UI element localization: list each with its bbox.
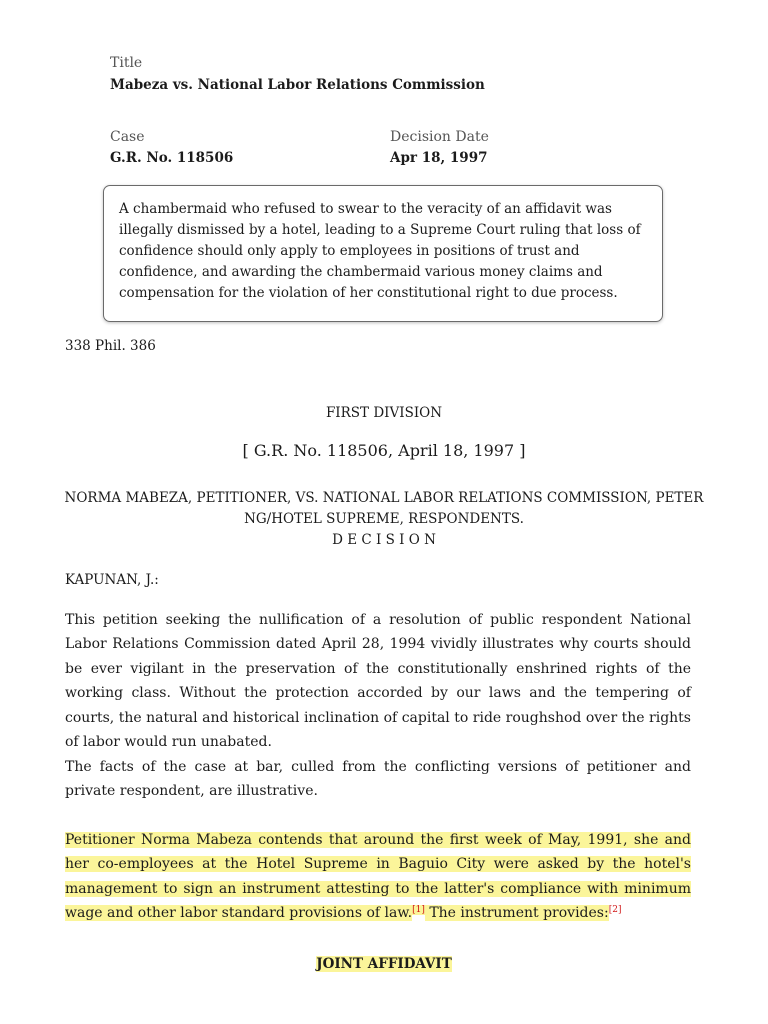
- affidavit-heading-text: JOINT AFFIDAVIT: [316, 956, 452, 972]
- summary-box: [103, 185, 663, 322]
- paragraph-2: The facts of the case at bar, culled from the conflicting versions of petitioner and private respondent, are illustrative.: [65, 759, 691, 800]
- summary-text: A chambermaid who refused to swear to the veracity of an affidavit was illegally dismissed by a hotel, leading to a Supreme Court ruling that loss of confidence should only apply to employees in positions of trust and confidence, and awarding the chambermaid various money claims and compensation for the violation of her constitutional right to due process.: [119, 201, 641, 301]
- case-title: Mabeza vs. National Labor Relations Commission: [110, 77, 485, 93]
- highlighted-text-2: The instrument provides:: [424, 905, 609, 922]
- parties-line-1: NORMA MABEZA, PETITIONER, VS. NATIONAL LABOR RELATIONS COMMISSION, PETER: [64, 490, 704, 506]
- ponente: KAPUNAN, J.:: [65, 572, 159, 588]
- parties-caption: [0, 488, 768, 551]
- footnote-link-1[interactable]: [1]: [412, 905, 425, 916]
- decision-heading: D E C I S I O N: [332, 532, 436, 548]
- case-number: G.R. No. 118506: [110, 150, 234, 166]
- footnote-link-2[interactable]: [2]: [608, 905, 622, 916]
- docket-number: [ G.R. No. 118506, April 18, 1997 ]: [242, 441, 526, 460]
- highlighted-text: Petitioner Norma Mabeza contends that around the first week of May, 1991, she and her co-employees at the Hotel Supreme in Baguio City were asked by the hotel's management to sign an instrument attesting to the latter's compliance with minimum wage and other labor standard provisions of law.: [65, 832, 691, 922]
- case-label: Case: [110, 129, 145, 145]
- parties-line-2: NG/HOTEL SUPREME, RESPONDENTS.: [244, 511, 524, 527]
- paragraph-3: [65, 828, 691, 926]
- division-heading: FIRST DIVISION: [325, 405, 443, 421]
- decision-date: Apr 18, 1997: [390, 150, 488, 166]
- citation: 338 Phil. 386: [65, 338, 156, 354]
- affidavit-heading: [0, 956, 768, 972]
- decision-date-label: Decision Date: [390, 129, 489, 145]
- paragraph-1: This petition seeking the nullification of a resolution of public respondent National Labor Relations Commission dated April 28, 1994 vividly illustrates why courts should be ever vigilant in the preservation of the constitutionally enshrined rights of the working class. Without the protection accorded by our laws and the tempering of courts, the natural and historical inclination of capital to ride roughshod over the rights of labor would run unabated.: [65, 612, 691, 751]
- title-label: Title: [110, 55, 143, 71]
